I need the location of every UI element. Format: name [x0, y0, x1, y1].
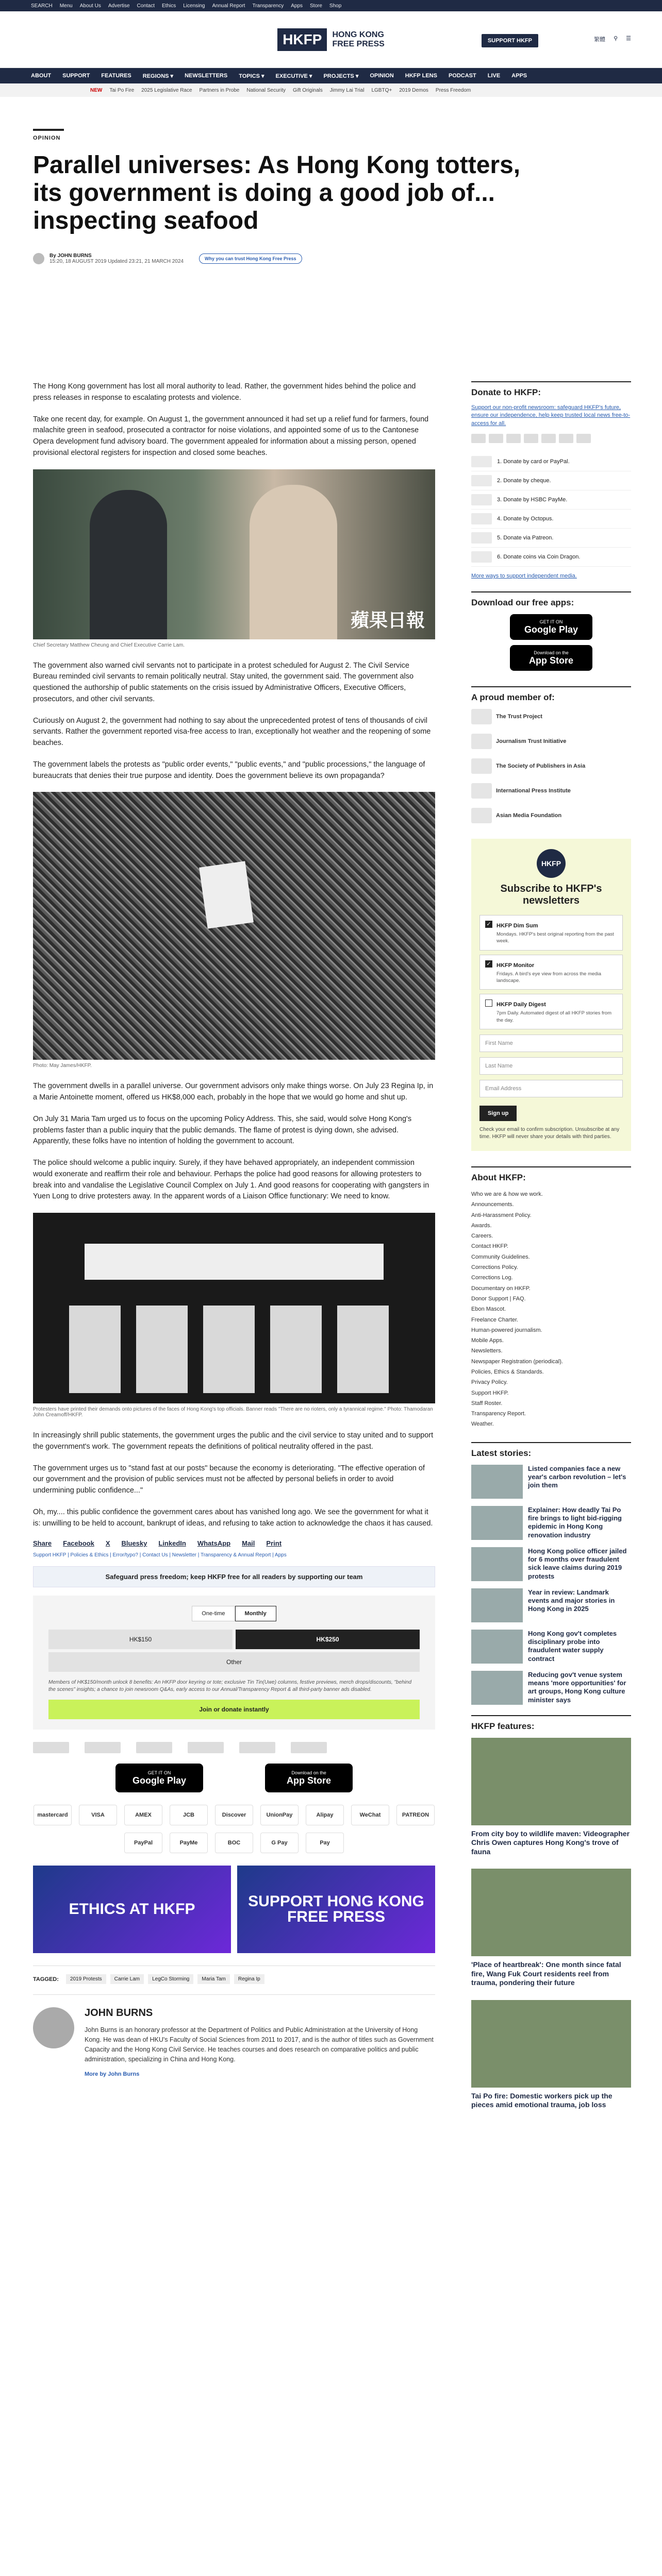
nav-item[interactable]: TOPICS ▾	[239, 73, 264, 79]
newsletter-option-title: HKFP Monitor	[496, 962, 535, 969]
about-link[interactable]: Support HKFP.	[471, 1389, 509, 1396]
about-link[interactable]: Staff Roster.	[471, 1400, 503, 1406]
paragraph: In increasingly shrill public statements, the government urges the public and the civil service to stay united and to support the government's work. The government repeats the definitions of political neutrality offered in the past.	[33, 1431, 434, 1451]
card-logo	[489, 434, 503, 443]
article-kicker[interactable]: OPINION	[33, 135, 61, 141]
trending-link[interactable]: 2025 Legislative Race	[141, 87, 192, 93]
article-title: Parallel universes: As Hong Kong totters, its government is doing a good job of... inspecting seafood	[33, 151, 521, 234]
method-logo	[471, 551, 492, 563]
story-title[interactable]: Hong Kong gov't completes disciplinary probe into fraudulent water supply contract	[528, 1629, 617, 1663]
member-name: Journalism Trust Initiative	[496, 738, 567, 745]
method-logo	[471, 475, 492, 486]
payment-logo: G Pay	[260, 1833, 299, 1853]
topbar-link[interactable]: Menu	[59, 3, 73, 9]
share-link[interactable]: Bluesky	[121, 1539, 147, 1548]
story-title[interactable]: Reducing gov't venue system means 'more opportunities' for art groups, Hong Kong culture minister says	[528, 1670, 626, 1704]
photo-watermark: 蘋果日報	[350, 609, 425, 631]
topbar-link[interactable]: About Us	[79, 3, 101, 9]
newsletter-heading: Subscribe to HKFP's newsletters	[500, 883, 602, 907]
logo-line-2: FREE PRESS	[332, 39, 385, 48]
story-thumbnail	[471, 1588, 523, 1622]
partner-logo	[239, 1742, 275, 1753]
nav-item[interactable]: OPINION	[370, 73, 394, 79]
member-name: International Press Institute	[496, 788, 571, 794]
features-heading: HKFP features:	[471, 1715, 631, 1732]
article-photo-protest-crowd	[33, 792, 435, 1060]
story-title[interactable]: Explainer: How deadly Tai Po fire brings to light bid-rigging epidemic in Hong Kong renovation industry	[528, 1505, 622, 1539]
share-link[interactable]: Mail	[242, 1539, 255, 1548]
payment-logo: JCB	[170, 1805, 208, 1825]
member-logo[interactable]	[471, 734, 631, 749]
card-logo	[576, 434, 591, 443]
photo-caption: Photo: May James/HKFP.	[33, 1063, 92, 1069]
newsletter-option-daily[interactable]	[479, 994, 623, 1029]
method-label: 5. Donate via Patreon.	[497, 535, 554, 541]
tag-link[interactable]: 2019 Protests	[66, 1974, 106, 1984]
support-promo[interactable]: SUPPORT HONG KONG FREE PRESS	[237, 1866, 435, 1953]
about-link[interactable]: Ebon Mascot.	[471, 1306, 506, 1313]
about-link[interactable]: Privacy Policy.	[471, 1379, 508, 1386]
tag-link[interactable]: LegCo Storming	[148, 1974, 193, 1984]
newsletter-option-title: HKFP Daily Digest	[496, 1002, 546, 1008]
paragraph: Take one recent day, for example. On August 1, the government announced it had set up a relief fund for farmers, found malachite green in seafood, prosecuted a contractor for noise violations, and appointed some of us to the Cantonese Opera development fund advisory board. The government appealed for information about a missing person, opened provisional electoral registers for inspection and closed some beaches.	[33, 415, 429, 457]
about-heading: About HKFP:	[471, 1166, 631, 1183]
share-link[interactable]: WhatsApp	[197, 1539, 231, 1548]
about-link[interactable]: Newsletters.	[471, 1348, 503, 1354]
donate-amounts	[48, 1630, 420, 1672]
partner-logo	[85, 1742, 121, 1753]
share-bar	[33, 1539, 435, 1547]
member-logo-mark	[471, 758, 492, 774]
payment-logo: Alipay	[306, 1805, 344, 1825]
logo-mark: HKFP	[277, 28, 327, 51]
method-logo	[471, 532, 492, 544]
member-logo[interactable]	[471, 808, 631, 823]
more-ways-link[interactable]: More ways to support independent media.	[471, 573, 577, 580]
paragraph: The police should welcome a public inquiry. Surely, if they have behaved appropriately, an independent commission would exonerate and reaffirm their role and behaviour. Perhaps the police had good reasons for allowing protesters to break into and vandalise the Legislative Council Complex on July 1. And good reasons for cooperating with gangsters in Yuen Long to drive protesters away. In the apparent words of a Liaison Office functionary: We need to know.	[33, 1159, 429, 1201]
donate-method[interactable]	[471, 471, 631, 490]
share-link[interactable]: Facebook	[63, 1539, 94, 1548]
support-hkfp-button[interactable]: SUPPORT HKFP	[482, 34, 538, 47]
trending-link[interactable]: LGBTQ+	[371, 87, 392, 93]
topbar-link[interactable]: Shop	[329, 3, 342, 9]
main-nav	[0, 68, 662, 83]
about-links	[471, 1189, 631, 1430]
ethics-promo[interactable]: ETHICS AT HKFP	[33, 1866, 231, 1953]
photo-caption: Protesters have printed their demands onto pictures of the faces of Hong Kong's top officials. Banner reads "There are no rioters, only a tyrannical regime." Photo: Thamodaran John Creamoff/HKFP.	[33, 1406, 433, 1418]
about-link[interactable]: Documentary on HKFP.	[471, 1285, 531, 1292]
trending-link[interactable]: 2019 Demos	[399, 87, 428, 93]
app-store-label: App Store	[528, 655, 573, 666]
donate-method[interactable]	[471, 452, 631, 471]
about-link[interactable]: Careers.	[471, 1233, 493, 1240]
tab-monthly[interactable]: Monthly	[235, 1606, 276, 1621]
topbar-link[interactable]: Store	[310, 3, 322, 9]
nav-item[interactable]: PODCAST	[448, 73, 476, 79]
card-logo	[471, 434, 486, 443]
trending-link[interactable]: Press Freedom	[435, 87, 471, 93]
app-store-caption: Download on the	[534, 650, 569, 655]
protest-sign	[199, 861, 254, 929]
member-logo-mark	[471, 783, 492, 799]
nav-item[interactable]: PROJECTS ▾	[323, 73, 359, 79]
member-logo[interactable]	[471, 758, 631, 774]
about-link[interactable]: Contact HKFP.	[471, 1243, 508, 1250]
member-name: Asian Media Foundation	[496, 812, 562, 819]
method-label: 3. Donate by HSBC PayMe.	[497, 497, 568, 503]
tag-link[interactable]: Regina Ip	[234, 1974, 264, 1984]
payment-methods	[33, 1805, 435, 1853]
google-play-button[interactable]	[115, 1764, 203, 1792]
paragraph: The government labels the protests as "public order events," "public events," and "public processions," the language of bureaucrats that denies their true purpose and identity. Does the government believe its own propaganda?	[33, 760, 425, 780]
portrait-prints	[69, 1306, 399, 1393]
donate-method[interactable]	[471, 529, 631, 548]
about-link[interactable]: Donor Support | FAQ.	[471, 1295, 526, 1302]
card-logo	[506, 434, 521, 443]
author-photo	[33, 2007, 74, 2048]
donate-method[interactable]	[471, 548, 631, 567]
method-label: 1. Donate by card or PayPal.	[497, 459, 570, 465]
features-list	[471, 1738, 631, 2110]
paragraph: The government urges us to "stand fast at our posts" because the economy is deteriorating. "The effective operation of our government and the provision of public services must not be affected by personal beliefs in order to avoid undermining public confidence..."	[33, 1464, 425, 1495]
newsletter-option-desc: 7pm Daily. Automated digest of all HKFP stories from the day.	[496, 1010, 611, 1023]
donate-blurb-link[interactable]: Support our non-profit newsroom: safeguard HKFP's future, ensure our independence, help keep trusted local news free-to-access for all.	[471, 404, 631, 427]
share-link[interactable]: Share	[33, 1539, 52, 1548]
newsletter-logo: HKFP	[537, 849, 566, 878]
nav-item[interactable]: ABOUT	[31, 73, 52, 79]
member-name: The Trust Project	[496, 714, 542, 720]
newsletter-note: Check your email to confirm subscription. Unsubscribe at any time. HKFP will never share your details with third parties.	[479, 1126, 620, 1140]
payment-logo: Pay	[306, 1833, 344, 1853]
member-logo-mark	[471, 709, 492, 724]
method-logo	[471, 513, 492, 524]
donate-heading: Donate to HKFP:	[471, 381, 631, 398]
topbar-link[interactable]: SEARCH	[31, 3, 53, 9]
article-photo-legco-banner	[33, 1213, 435, 1403]
about-link[interactable]: Transparency Report.	[471, 1411, 526, 1417]
footer-links[interactable]: Support HKFP | Policies & Ethics | Error/typo? | Contact Us | Newsletter | Transparency & Annual Report | Apps	[33, 1552, 287, 1558]
feature-image[interactable]	[471, 1738, 631, 1825]
join-donate-button[interactable]: Join or donate instantly	[48, 1700, 420, 1719]
latest-stories	[471, 1442, 631, 1705]
about-link[interactable]: Freelance Charter.	[471, 1316, 519, 1323]
google-play-label: Google Play	[132, 1775, 187, 1786]
trending-nav	[0, 83, 662, 97]
paragraph: Curiously on August 2, the government had nothing to say about the unprecedented protest of tens of thousands of civil servants. Rather the government reported visa-free access to Iran, exceptionally hot weather and the reopening of some beaches.	[33, 716, 431, 747]
payment-logo: mastercard	[34, 1805, 72, 1825]
payment-logo: UnionPay	[260, 1805, 299, 1825]
nav-item[interactable]: NEWSLETTERS	[185, 73, 228, 79]
feature-image[interactable]	[471, 1869, 631, 1956]
latest-story[interactable]	[471, 1588, 631, 1622]
newsletter-option-desc: Fridays. A bird's eye view from across the media landscape.	[496, 971, 601, 984]
donate-method[interactable]	[471, 490, 631, 510]
method-label: 2. Donate by cheque.	[497, 478, 551, 484]
trending-link[interactable]: Partners in Probe	[199, 87, 240, 93]
amount-option[interactable]: HK$150	[48, 1630, 233, 1649]
protest-banner	[85, 1244, 384, 1280]
latest-story[interactable]	[471, 1630, 631, 1664]
about-link[interactable]: Weather.	[471, 1421, 494, 1428]
menu-icon[interactable]: ☰	[626, 36, 631, 42]
method-label: 4. Donate by Octopus.	[497, 516, 554, 522]
story-thumbnail	[471, 1547, 523, 1581]
kicker-rule	[33, 129, 64, 131]
figure-woman	[250, 485, 337, 639]
payment-logo: PATREON	[396, 1805, 435, 1825]
google-play-caption: GET IT ON	[539, 619, 563, 624]
donate-banner[interactable]: Safeguard press freedom; keep HKFP free for all readers by supporting our team	[33, 1566, 435, 1587]
article-page	[33, 129, 631, 2109]
trending-link[interactable]: Jimmy Lai Trial	[329, 87, 365, 93]
payment-logo: AMEX	[124, 1805, 162, 1825]
about-link[interactable]: Announcements.	[471, 1201, 514, 1208]
app-store-button[interactable]	[265, 1764, 353, 1792]
masthead-tools	[594, 35, 631, 43]
app-store-button[interactable]	[510, 645, 592, 671]
author-bio: John Burns is an honorary professor at the Department of Politics and Public Administration at the University of Hong Kong. He was dean of HKU's Faculty of Social Sciences from 2011 to 2017, and is the author of titles such as Government Capacity and the Hong Kong Civil Service. He teaches courses and does research on comparative politics and public administration, specializing in China and Hong Kong.	[85, 2026, 434, 2063]
member-logos	[471, 709, 631, 823]
topbar-link[interactable]: Transparency	[252, 3, 284, 9]
topbar-link[interactable]: Licensing	[183, 3, 205, 9]
author-name[interactable]: JOHN BURNS	[85, 2007, 153, 2019]
latest-story[interactable]	[471, 1547, 631, 1581]
google-play-caption: GET IT ON	[147, 1770, 171, 1775]
app-store-buttons	[33, 1764, 435, 1792]
about-link[interactable]: Community Guidelines.	[471, 1253, 530, 1260]
method-logo	[471, 456, 492, 467]
partner-logo	[33, 1742, 69, 1753]
figure-man	[90, 490, 167, 639]
photo-caption: Chief Secretary Matthew Cheung and Chief Executive Carrie Lam.	[33, 642, 185, 648]
member-logo[interactable]	[471, 709, 631, 724]
tab-one-time[interactable]: One-time	[192, 1606, 235, 1621]
newsletter-option-desc: Mondays. HKFP's best original reporting from the past week.	[496, 931, 614, 944]
logo-wordmark	[332, 30, 384, 48]
tag-link[interactable]: Carrie Lam	[110, 1974, 144, 1984]
author-box	[33, 1994, 435, 2078]
google-play-button[interactable]	[510, 614, 592, 640]
signup-button[interactable]: Sign up	[479, 1106, 517, 1121]
feature-title[interactable]: From city boy to wildlife maven: Videographer Chris Owen captures Hong Kong's trove of fauna	[471, 1829, 630, 1856]
payment-logo: WeChat	[351, 1805, 389, 1825]
check-icon[interactable]: ✓	[485, 921, 492, 928]
about-link[interactable]: Mobile Apps.	[471, 1337, 504, 1344]
byline-author[interactable]: By JOHN BURNS	[49, 253, 92, 259]
latest-story[interactable]	[471, 1671, 631, 1705]
apps-heading: Download our free apps:	[471, 591, 631, 608]
story-thumbnail	[471, 1465, 523, 1499]
donate-methods	[471, 452, 631, 567]
about-link[interactable]: Who we are & how we work.	[471, 1191, 543, 1197]
donate-benefits-note: Members of HK$150/month unlock 8 benefits: An HKFP door keyring or tote; exclusive Tin Tin(Uwe) columns, festive previews, merch drops/discounts, "behind the scenes" insights; a chance to join newsroom Q&As, early access to our Annual/Transparency Report & all third-party banner ads disabled.	[48, 1680, 412, 1693]
story-title[interactable]: Year in review: Landmark events and major stories in Hong Kong in 2025	[528, 1588, 615, 1613]
story-title[interactable]: Hong Kong police officer jailed for 6 months over fraudulent sick leave claims during 2019 protests	[528, 1547, 627, 1580]
trending-link[interactable]: Tai Po Fire	[109, 87, 135, 93]
topbar-link[interactable]: Apps	[291, 3, 303, 9]
tag-list	[33, 1965, 435, 1984]
feature-title[interactable]: 'Place of heartbreak': One month since fatal fire, Wang Fuk Court residents reel from trauma, pondering their future	[471, 1960, 621, 1987]
card-logo	[559, 434, 573, 443]
payment-logo: BOC	[215, 1833, 253, 1853]
latest-story[interactable]	[471, 1506, 631, 1540]
donate-blurb	[471, 404, 631, 428]
nav-item[interactable]: LIVE	[487, 73, 501, 79]
email-field[interactable]: Email Address	[479, 1080, 623, 1097]
newsletter-option-dim-sum[interactable]	[479, 915, 623, 951]
tag-link[interactable]: Maria Tam	[197, 1974, 230, 1984]
partner-logo	[291, 1742, 327, 1753]
masthead	[0, 11, 662, 68]
latest-list	[471, 1465, 631, 1705]
topbar-link[interactable]: Advertise	[108, 3, 130, 9]
partner-logo	[136, 1742, 172, 1753]
nav-item[interactable]: HKFP LENS	[405, 73, 437, 79]
payment-logo: VISA	[79, 1805, 117, 1825]
paragraph: On July 31 Maria Tam urged us to focus on the upcoming Policy Address. This, she said, would solve Hong Kong's problems faster than a public inquiry that the public demands. The flame of protest is dying down, she advised. Apparently, these folks have no intention of holding the government to account.	[33, 1114, 412, 1146]
checkbox[interactable]	[485, 999, 492, 1007]
latest-heading: Latest stories:	[471, 1442, 631, 1459]
paragraph: Oh, my.... this public confidence the government cares about has vanished long ago. We see the government for what it is: unwilling to be held to account, bankrupt of ideas, and refusing to take action to acknowledge the chaos it has caused.	[33, 1507, 433, 1528]
paragraph: The government also warned civil servants not to participate in a protest scheduled for August 2. The Civil Service Bureau reminded civil servants to remain politically neutral. Stay united, the government said. The government also questioned the authorship of public statements on the crisis issued by Administrative Officers, Executive Officers, prosecutors, and other civil servants.	[33, 661, 414, 703]
story-thumbnail	[471, 1506, 523, 1540]
topbar-link[interactable]: Annual Report	[212, 3, 245, 9]
app-store-caption: Download on the	[291, 1770, 326, 1775]
member-heading: A proud member of:	[471, 686, 631, 703]
donate-method[interactable]	[471, 510, 631, 529]
method-logo	[471, 494, 492, 505]
about-link[interactable]: Corrections Policy.	[471, 1264, 518, 1271]
about-link[interactable]: Newspaper Registration (periodical).	[471, 1358, 563, 1365]
nav-item[interactable]: APPS	[511, 73, 527, 79]
search-icon[interactable]: ⚲	[614, 36, 618, 42]
payment-logo: PayPal	[124, 1833, 162, 1853]
share-link[interactable]: Print	[266, 1539, 282, 1548]
nav-item[interactable]: REGIONS ▾	[142, 73, 174, 79]
trending-link[interactable]: Gift Originals	[292, 87, 323, 93]
nav-item[interactable]: EXECUTIVE ▾	[275, 73, 312, 79]
promo-banners	[33, 1866, 435, 1953]
method-label: 6. Donate coins via Coin Dragon.	[497, 554, 581, 561]
member-logo-mark	[471, 808, 492, 823]
about-link[interactable]: Awards.	[471, 1222, 492, 1229]
last-name-field[interactable]: Last Name	[479, 1057, 623, 1075]
sidebar	[471, 381, 631, 2122]
payment-logo: PayMe	[170, 1833, 208, 1853]
newsletter-option-monitor[interactable]	[479, 955, 623, 990]
new-badge: NEW	[90, 87, 103, 93]
payment-logo: Discover	[215, 1805, 253, 1825]
site-logo[interactable]	[277, 28, 385, 51]
member-name: The Society of Publishers in Asia	[496, 763, 586, 770]
language-toggle[interactable]: 繁體	[594, 37, 606, 43]
share-link[interactable]: X	[105, 1539, 110, 1548]
check-icon[interactable]: ✓	[485, 960, 492, 968]
card-logo	[541, 434, 556, 443]
card-logo	[524, 434, 538, 443]
partner-logos	[33, 1742, 435, 1753]
story-thumbnail	[471, 1630, 523, 1664]
amount-option-other[interactable]: Other	[48, 1652, 420, 1672]
tagged-label: TAGGED:	[33, 1976, 59, 1982]
sidebar-app-buttons	[471, 614, 631, 671]
topbar-link[interactable]: Ethics	[162, 3, 176, 9]
about-link[interactable]: Anti-Harassment Policy.	[471, 1212, 532, 1218]
member-logo-mark	[471, 734, 492, 749]
paragraph: The Hong Kong government has lost all moral authority to lead. Rather, the government hides behind the police and press releases in response to escalating protests and violence.	[33, 382, 416, 402]
feature-image[interactable]	[471, 2000, 631, 2088]
about-link[interactable]: Corrections Log.	[471, 1275, 513, 1281]
member-logo[interactable]	[471, 783, 631, 799]
latest-story[interactable]	[471, 1465, 631, 1499]
top-utility-bar	[0, 0, 662, 11]
article-photo-officials	[33, 469, 435, 639]
google-play-label: Google Play	[524, 624, 578, 635]
article-body	[33, 381, 435, 2078]
donate-frequency-tabs	[48, 1606, 420, 1621]
logo-line-1: HONG KONG	[332, 30, 384, 39]
newsletter-signup	[471, 839, 631, 1151]
story-title[interactable]: Listed companies face a new year's carbon revolution – let's join them	[528, 1464, 626, 1489]
card-logos	[471, 434, 631, 443]
share-link[interactable]: LinkedIn	[158, 1539, 186, 1548]
feature-title[interactable]: Tai Po fire: Domestic workers pick up the pieces amid emotional trauma, job loss	[471, 2091, 613, 2109]
partner-logo	[188, 1742, 224, 1753]
topbar-link[interactable]: Contact	[137, 3, 155, 9]
byline	[33, 253, 631, 264]
nav-item[interactable]: SUPPORT	[62, 73, 90, 79]
about-link[interactable]: Policies, Ethics & Standards.	[471, 1369, 544, 1375]
donate-widget	[33, 1596, 435, 1730]
nav-item[interactable]: FEATURES	[101, 73, 131, 79]
author-avatar	[33, 253, 44, 264]
first-name-field[interactable]: First Name	[479, 1035, 623, 1052]
trending-link[interactable]: National Security	[246, 87, 286, 93]
paragraph: The government dwells in a parallel universe. Our government advisors only make things worse. On July 23 Regina Ip, in a Marie Antoinette moment, offered us HK$8,000 each, probably in the hope that we would go home and shut up.	[33, 1082, 434, 1101]
story-thumbnail	[471, 1671, 523, 1705]
about-link[interactable]: Human-powered journalism.	[471, 1327, 542, 1333]
byline-date: 15:20, 18 AUGUST 2019 Updated 23:21, 21 MARCH 2024	[49, 259, 184, 265]
trust-button[interactable]: Why you can trust Hong Kong Free Press	[199, 253, 302, 264]
more-by-author-link[interactable]: More by John Burns	[85, 2071, 140, 2078]
newsletter-option-title: HKFP Dim Sum	[496, 923, 538, 929]
amount-option-selected[interactable]: HK$250	[236, 1630, 420, 1649]
app-store-label: App Store	[286, 1775, 331, 1786]
